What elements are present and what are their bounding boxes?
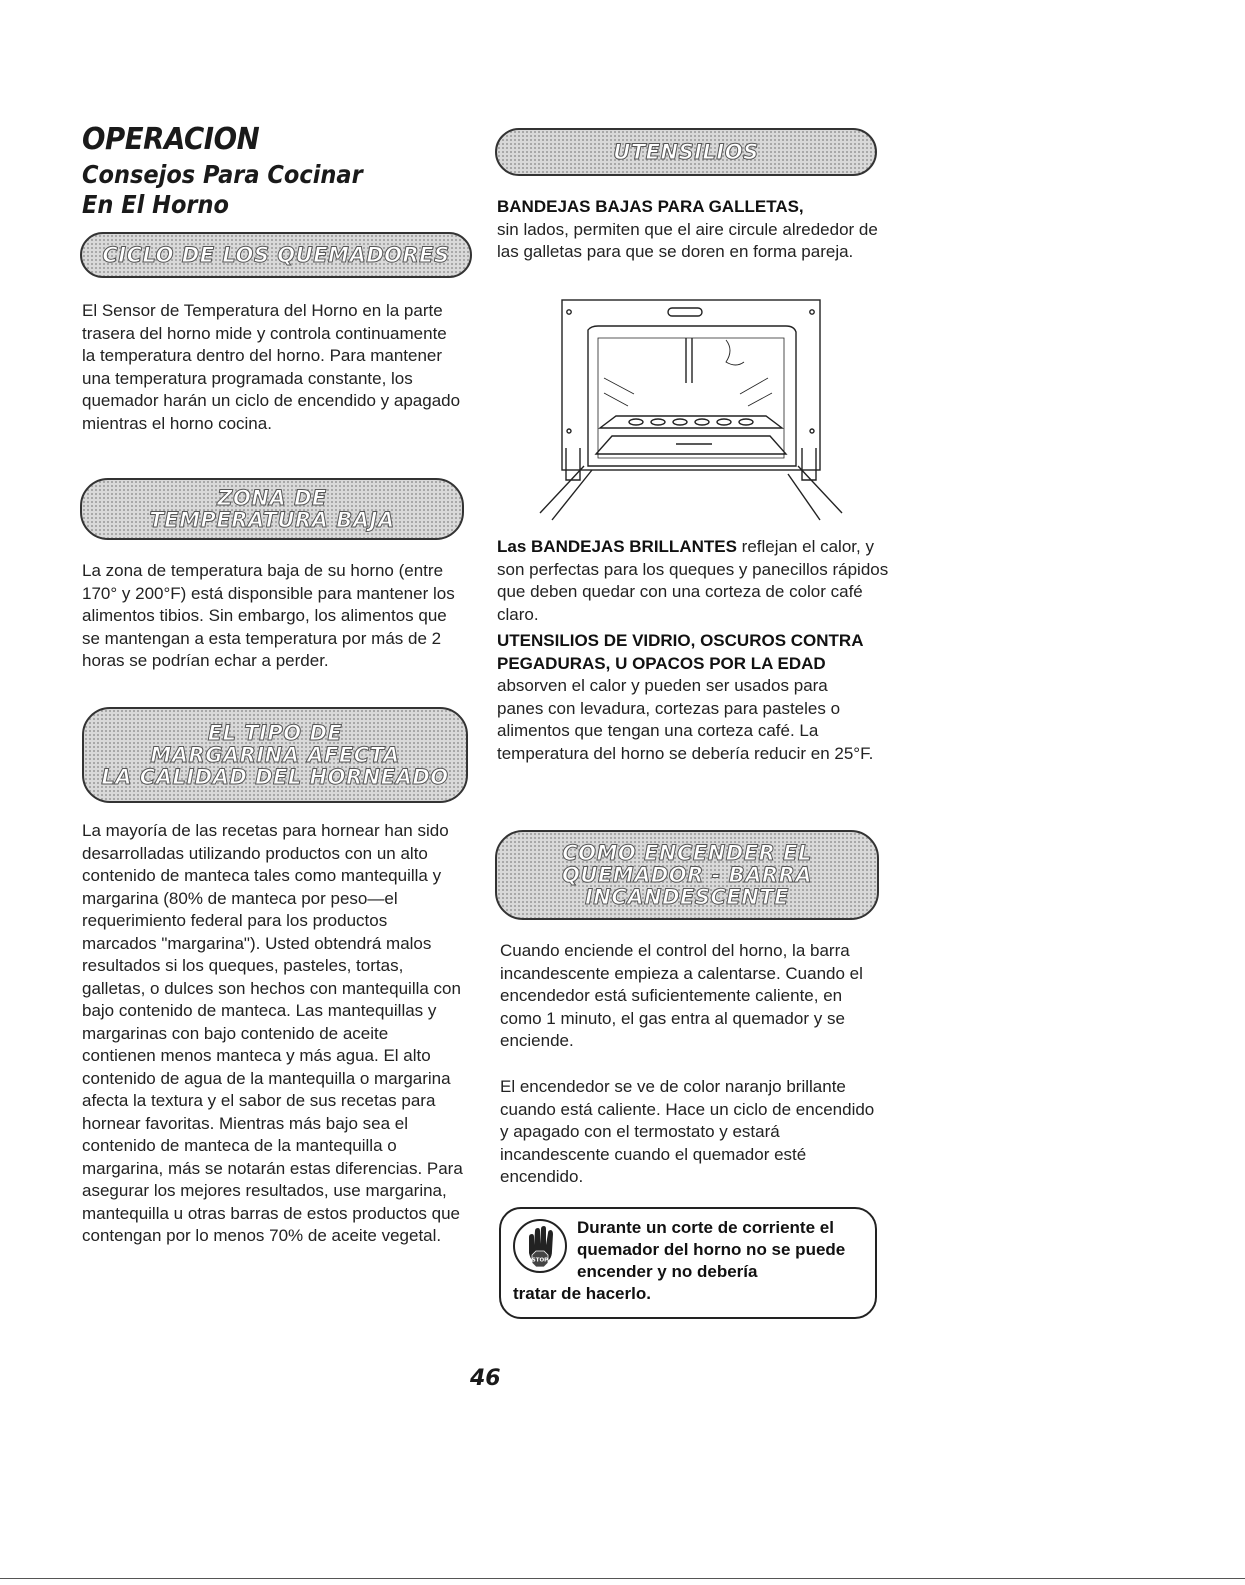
oven-with-cookie-sheet-illustration <box>536 298 856 523</box>
paragraph-tipo-margarina: La mayoría de las recetas para hornear han sido desarrolladas utilizando productos con un alto contenido de manteca tales como mantequilla y margarina (80% de manteca por peso—el requerimiento federal para los productos marcados "margarina"). Usted obtendrá malos resultados si los queques, pasteles, tortas, galletas, o dulces son hechos con mantequilla con bajo contenido de manteca. Las mantequillas y margarinas con bajo contenido de aceite contienen menos manteca y más agua. El alto contenido de agua de la mantequilla o margarina afecta la textura y el sabor de sus recetas para hornear favoritas. Mientras más bajo sea el contenido de manteca de la mantequilla o margarina, más se notarán estas diferencias. Para asegurar los mejores resultados, use margarina, mantequilla u otras barras de estos productos que contengan por lo menos 70% de aceite vegetal. <box>82 821 463 1245</box>
subtitle-line-2: En El Horno <box>82 190 230 219</box>
paragraph-text: sin lados, permiten que el aire circule alrededor de las galletas para que se doren en forma pareja. <box>497 219 878 261</box>
page-subtitle <box>82 160 363 220</box>
bold-term: BANDEJAS BRILLANTES <box>531 537 737 556</box>
heading-text-line-1: EL TIPO DE <box>207 720 343 745</box>
subtitle-line-1: Consejos Para Cocinar <box>82 160 363 189</box>
heading-tipo-margarina <box>82 707 468 803</box>
power-outage-warning-box <box>499 1207 877 1319</box>
paragraph-encendido-barra: Cuando enciende el control del horno, la barra incandescente empieza a calentarse. Cuando el encendedor está suficientemente caliente, en como 1 minuto, el gas entra al quemador y se enciende. <box>500 941 863 1050</box>
paragraph-text: absorven el calor y pueden ser usados para panes con levadura, cortezas para pasteles o alimentos que tengan una corteza café. La temperatura del horno se debería reducir en 25°F. <box>497 676 874 763</box>
heading-text-line-2: TEMPERATURA BAJA <box>149 508 395 532</box>
stop-hand-icon <box>511 1217 569 1275</box>
warning-text-main: Durante un corte de corriente el quemador del horno no se puede encender y no debería <box>577 1218 846 1281</box>
heading-text-line-2: MARGARINA AFECTA <box>150 742 400 767</box>
paragraph-encendedor-naranjo: El encendedor se ve de color naranjo brillante cuando está caliente. Hace un ciclo de encendido y apagado con el termostato y estará incandescente cuando el quemador esté encendido. <box>500 1077 875 1186</box>
paragraph-ciclo-quemadores: El Sensor de Temperatura del Horno en la parte trasera del horno mide y controla continuamente la temperatura dentro del horno. Para mantener una temperatura programada constante, los quemador harán un ciclo de encendido y apagado mientras el horno cocina. <box>82 301 461 433</box>
paragraph-bandejas-bajas <box>497 196 887 264</box>
heading-text-line-3: INCANDESCENTE <box>584 885 790 910</box>
page-number: 46 <box>470 1366 501 1391</box>
prefix-text: Las <box>497 537 532 556</box>
paragraph-text: reflejan el calor, y son perfectas para los queques y panecillos rápidos que deben quedar con una corteza de color café claro. <box>497 537 889 624</box>
heading-text: UTENSILIOS <box>613 139 759 164</box>
heading-como-encender-quemador <box>495 830 879 920</box>
paragraph-zona-temperatura-baja: La zona de temperatura baja de su horno (entre 170° y 200°F) está disponsible para mantener los alimentos tibios. Sin embargo, los alimentos que se mantengan a esta temperatura por más de 2 horas se podrían echar a perder. <box>82 561 455 670</box>
heading-utensilios <box>495 128 877 176</box>
paragraph-bandejas-brillantes <box>497 536 892 626</box>
stop-sign-text: STOP <box>531 1257 549 1264</box>
heading-text-line-1: ZONA DE <box>217 485 327 510</box>
heading-text: CICLO DE LOS QUEMADORES <box>102 242 450 267</box>
heading-ciclo-quemadores <box>80 232 472 278</box>
heading-text-line-1: COMO ENCENDER EL <box>562 840 812 865</box>
bold-term: BANDEJAS BAJAS PARA GALLETAS, <box>497 197 804 216</box>
heading-text-line-2: QUEMADOR - BARRA <box>561 862 813 887</box>
heading-zona-temperatura-baja <box>80 478 464 540</box>
bottom-divider <box>0 1578 1245 1579</box>
warning-text-end: tratar de hacerlo. <box>513 1284 651 1303</box>
bold-term: UTENSILIOS DE VIDRIO, OSCUROS CONTRA PEGADURAS, U OPACOS POR LA EDAD <box>497 631 863 673</box>
heading-text-line-3: LA CALIDAD DEL HORNEADO <box>101 765 449 790</box>
page-title: OPERACION <box>82 122 260 157</box>
paragraph-utensilios-vidrio <box>497 630 877 765</box>
